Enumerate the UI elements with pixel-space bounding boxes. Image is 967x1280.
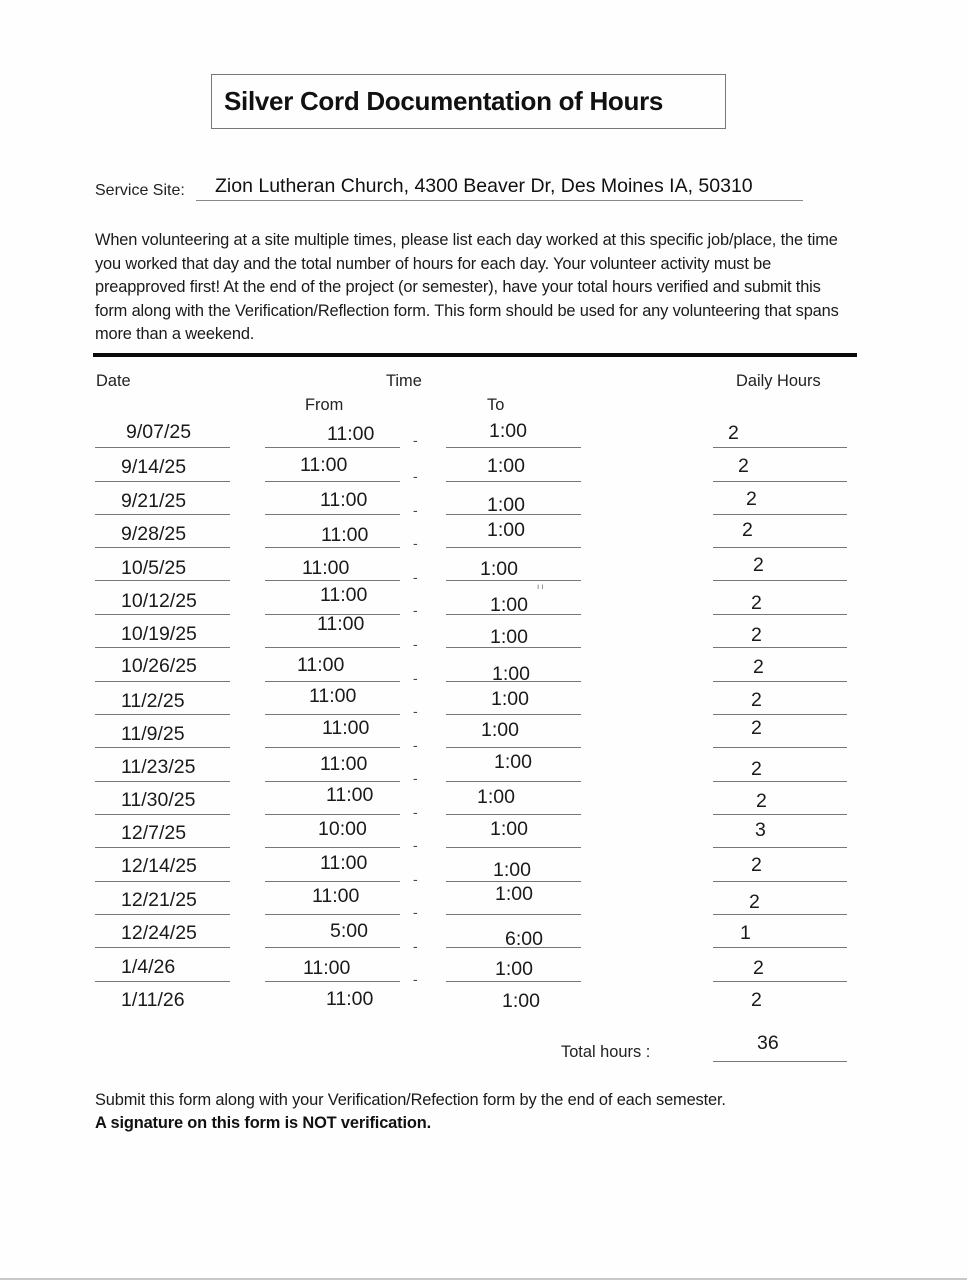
to-underline xyxy=(446,647,581,648)
total-hours-label: Total hours : xyxy=(561,1043,651,1061)
date-cell[interactable]: 12/14/25 xyxy=(121,855,197,877)
hours-underline xyxy=(713,814,847,815)
daily-hours-cell[interactable]: 2 xyxy=(751,624,762,646)
from-time-cell[interactable]: 11:00 xyxy=(327,423,375,445)
to-time-cell[interactable]: 1:00 xyxy=(487,494,525,516)
footer-signature-note: A signature on this form is NOT verification. xyxy=(95,1114,431,1132)
service-site-label: Service Site: xyxy=(95,182,185,199)
from-underline xyxy=(265,947,400,948)
to-underline xyxy=(446,747,581,748)
to-time-cell[interactable]: 1:00 xyxy=(495,958,533,980)
hours-underline xyxy=(713,947,847,948)
instructions-text: When volunteering at a site multiple times, please list each day worked at this specific job/place, the time you worked that day and the total number of hours for each day. Your volunteer activity must be preapproved first! At the end of the project (or semester), have your total hours verified and submit this form along with the Verification/Reflection form. This form should be used for any volunteering that spans more than a weekend. xyxy=(95,231,839,344)
date-cell[interactable]: 11/2/25 xyxy=(121,690,185,712)
from-underline xyxy=(265,981,400,982)
from-underline xyxy=(265,881,400,882)
date-underline xyxy=(95,981,230,982)
daily-hours-cell[interactable]: 2 xyxy=(751,758,762,780)
date-cell[interactable]: 11/9/25 xyxy=(121,723,185,745)
hours-underline xyxy=(713,747,847,748)
from-underline xyxy=(265,447,400,448)
time-separator: - xyxy=(413,938,418,954)
time-separator: - xyxy=(413,535,418,551)
from-underline xyxy=(265,481,400,482)
date-cell[interactable]: 12/21/25 xyxy=(121,889,197,911)
daily-hours-cell[interactable]: 2 xyxy=(751,854,762,876)
hours-underline xyxy=(713,580,847,581)
to-time-cell[interactable]: 1:00 xyxy=(487,455,525,477)
date-cell[interactable]: 9/07/25 xyxy=(126,421,192,443)
date-underline xyxy=(95,814,230,815)
daily-hours-cell[interactable]: 2 xyxy=(738,455,749,477)
header-daily-hours: Daily Hours xyxy=(736,372,821,390)
to-underline xyxy=(446,547,581,548)
date-cell[interactable]: 10/12/25 xyxy=(121,590,197,612)
total-hours-value[interactable]: 36 xyxy=(757,1032,779,1054)
to-time-cell[interactable]: 1:00 xyxy=(494,751,532,773)
date-cell[interactable]: 11/23/25 xyxy=(121,756,196,778)
daily-hours-cell[interactable]: 2 xyxy=(749,891,760,913)
hours-underline xyxy=(713,847,847,848)
hours-underline xyxy=(713,547,847,548)
from-underline xyxy=(265,914,400,915)
hours-underline xyxy=(713,514,847,515)
from-underline xyxy=(265,547,400,548)
time-separator: - xyxy=(413,871,418,887)
date-cell[interactable]: 12/7/25 xyxy=(121,822,187,844)
from-time-cell[interactable]: 10:00 xyxy=(318,818,367,840)
to-time-cell[interactable]: 1:00 xyxy=(492,663,530,685)
daily-hours-cell[interactable]: 2 xyxy=(728,422,739,444)
footer-submit-note: Submit this form along with your Verification/Refection form by the end of each semester. xyxy=(95,1091,726,1109)
date-underline xyxy=(95,714,230,715)
to-time-cell[interactable]: 1:00 xyxy=(487,519,525,541)
date-underline xyxy=(95,580,230,581)
header-time: Time xyxy=(386,372,422,390)
date-underline xyxy=(95,514,230,515)
from-underline xyxy=(265,681,400,682)
from-time-cell[interactable]: 11:00 xyxy=(303,957,351,979)
hours-underline xyxy=(713,447,847,448)
time-separator: - xyxy=(413,636,418,652)
from-underline xyxy=(265,647,400,648)
date-underline xyxy=(95,447,230,448)
from-time-cell[interactable]: 11:00 xyxy=(326,988,374,1010)
service-site-underline xyxy=(196,200,803,201)
hours-underline xyxy=(713,614,847,615)
from-underline xyxy=(265,514,400,515)
daily-hours-cell[interactable]: 2 xyxy=(753,656,764,678)
time-separator: - xyxy=(413,971,418,987)
total-hours-underline xyxy=(713,1061,847,1062)
date-underline xyxy=(95,781,230,782)
date-underline xyxy=(95,881,230,882)
to-underline xyxy=(446,914,581,915)
time-separator: - xyxy=(413,432,418,448)
from-time-cell[interactable]: 11:00 xyxy=(320,852,368,874)
from-time-cell[interactable]: 5:00 xyxy=(330,920,368,942)
hours-underline xyxy=(713,714,847,715)
date-underline xyxy=(95,547,230,548)
hours-underline xyxy=(713,481,847,482)
to-time-cell[interactable]: 1:00 xyxy=(490,594,528,616)
from-underline xyxy=(265,747,400,748)
title-box xyxy=(211,74,726,129)
from-underline xyxy=(265,814,400,815)
to-underline xyxy=(446,714,581,715)
header-date: Date xyxy=(96,372,131,390)
daily-hours-cell[interactable]: 2 xyxy=(756,790,767,812)
from-time-cell[interactable]: 11:00 xyxy=(326,784,374,806)
time-separator: - xyxy=(413,770,418,786)
date-underline xyxy=(95,647,230,648)
daily-hours-cell[interactable]: 2 xyxy=(751,989,762,1011)
date-cell[interactable]: 9/21/25 xyxy=(121,490,187,512)
date-cell[interactable]: 9/28/25 xyxy=(121,523,187,545)
to-time-cell[interactable]: 1:00 xyxy=(490,626,528,648)
daily-hours-cell[interactable]: 2 xyxy=(746,488,757,510)
from-time-cell[interactable]: 11:00 xyxy=(312,885,360,907)
to-time-cell[interactable]: 1:00 xyxy=(491,688,529,710)
date-underline xyxy=(95,681,230,682)
date-underline xyxy=(95,847,230,848)
from-time-cell[interactable]: 11:00 xyxy=(297,654,345,676)
from-time-cell[interactable]: 11:00 xyxy=(300,454,348,476)
hours-underline xyxy=(713,781,847,782)
from-underline xyxy=(265,781,400,782)
daily-hours-cell[interactable]: 2 xyxy=(742,519,753,541)
to-underline xyxy=(446,580,581,581)
to-underline xyxy=(446,614,581,615)
to-underline xyxy=(446,514,581,515)
to-time-cell[interactable]: 1:00 xyxy=(495,883,533,905)
to-time-cell[interactable]: 1:00 xyxy=(493,859,531,881)
to-time-cell[interactable]: 1:00 xyxy=(502,990,540,1012)
date-cell[interactable]: 1/11/26 xyxy=(121,989,185,1011)
date-underline xyxy=(95,914,230,915)
hours-underline xyxy=(713,881,847,882)
hours-underline xyxy=(713,981,847,982)
daily-hours-cell[interactable]: 1 xyxy=(740,922,751,944)
to-time-cell[interactable]: 6:00 xyxy=(505,928,543,950)
hours-underline xyxy=(713,914,847,915)
to-underline xyxy=(446,681,581,682)
header-to: To xyxy=(487,396,505,414)
to-time-cell[interactable]: 1:00 xyxy=(481,719,519,741)
time-separator: - xyxy=(413,837,418,853)
daily-hours-cell[interactable]: 2 xyxy=(753,957,764,979)
from-time-cell[interactable]: 11:00 xyxy=(320,489,368,511)
to-underline xyxy=(446,447,581,448)
section-divider xyxy=(93,353,857,357)
time-separator: - xyxy=(413,670,418,686)
to-underline xyxy=(446,847,581,848)
from-underline xyxy=(265,847,400,848)
to-underline xyxy=(446,947,581,948)
hours-underline xyxy=(713,681,847,682)
from-time-cell[interactable]: 11:00 xyxy=(302,557,350,579)
from-time-cell[interactable]: 11:00 xyxy=(320,753,368,775)
stray-mark: ı ı xyxy=(537,582,544,591)
time-separator: - xyxy=(413,737,418,753)
header-from: From xyxy=(305,396,344,414)
service-site-field[interactable]: Zion Lutheran Church, 4300 Beaver Dr, Des Moines IA, 50310 xyxy=(215,175,753,197)
date-cell[interactable]: 11/30/25 xyxy=(121,789,196,811)
hours-underline xyxy=(713,647,847,648)
time-separator: - xyxy=(413,602,418,618)
to-underline xyxy=(446,981,581,982)
to-time-cell[interactable]: 1:00 xyxy=(480,558,518,580)
date-underline xyxy=(95,614,230,615)
to-time-cell[interactable]: 1:00 xyxy=(489,420,527,442)
time-separator: - xyxy=(413,468,418,484)
page-title: Silver Cord Documentation of Hours xyxy=(224,86,664,116)
date-underline xyxy=(95,747,230,748)
date-cell[interactable]: 10/26/25 xyxy=(121,655,197,677)
to-underline xyxy=(446,814,581,815)
date-cell[interactable]: 10/5/25 xyxy=(121,557,187,579)
daily-hours-cell[interactable]: 2 xyxy=(751,592,762,614)
time-separator: - xyxy=(413,904,418,920)
from-time-cell[interactable]: 11:00 xyxy=(320,584,368,606)
time-separator: - xyxy=(413,502,418,518)
date-cell[interactable]: 10/19/25 xyxy=(121,623,197,645)
daily-hours-cell[interactable]: 2 xyxy=(751,689,762,711)
date-cell[interactable]: 1/4/26 xyxy=(121,956,176,978)
time-separator: - xyxy=(413,804,418,820)
to-underline xyxy=(446,481,581,482)
from-time-cell[interactable]: 11:00 xyxy=(322,717,370,739)
date-cell[interactable]: 9/14/25 xyxy=(121,456,187,478)
to-underline xyxy=(446,781,581,782)
from-underline xyxy=(265,714,400,715)
from-time-cell[interactable]: 11:00 xyxy=(317,613,365,635)
daily-hours-cell[interactable]: 2 xyxy=(751,717,762,739)
to-underline xyxy=(446,881,581,882)
to-time-cell[interactable]: 1:00 xyxy=(477,786,515,808)
from-time-cell[interactable]: 11:00 xyxy=(321,524,369,546)
time-separator: - xyxy=(413,703,418,719)
daily-hours-cell[interactable]: 3 xyxy=(755,819,766,841)
date-underline xyxy=(95,481,230,482)
from-time-cell[interactable]: 11:00 xyxy=(309,685,357,707)
date-cell[interactable]: 12/24/25 xyxy=(121,922,197,944)
time-separator: - xyxy=(413,569,418,585)
from-underline xyxy=(265,580,400,581)
daily-hours-cell[interactable]: 2 xyxy=(753,554,764,576)
date-underline xyxy=(95,947,230,948)
to-time-cell[interactable]: 1:00 xyxy=(490,818,528,840)
